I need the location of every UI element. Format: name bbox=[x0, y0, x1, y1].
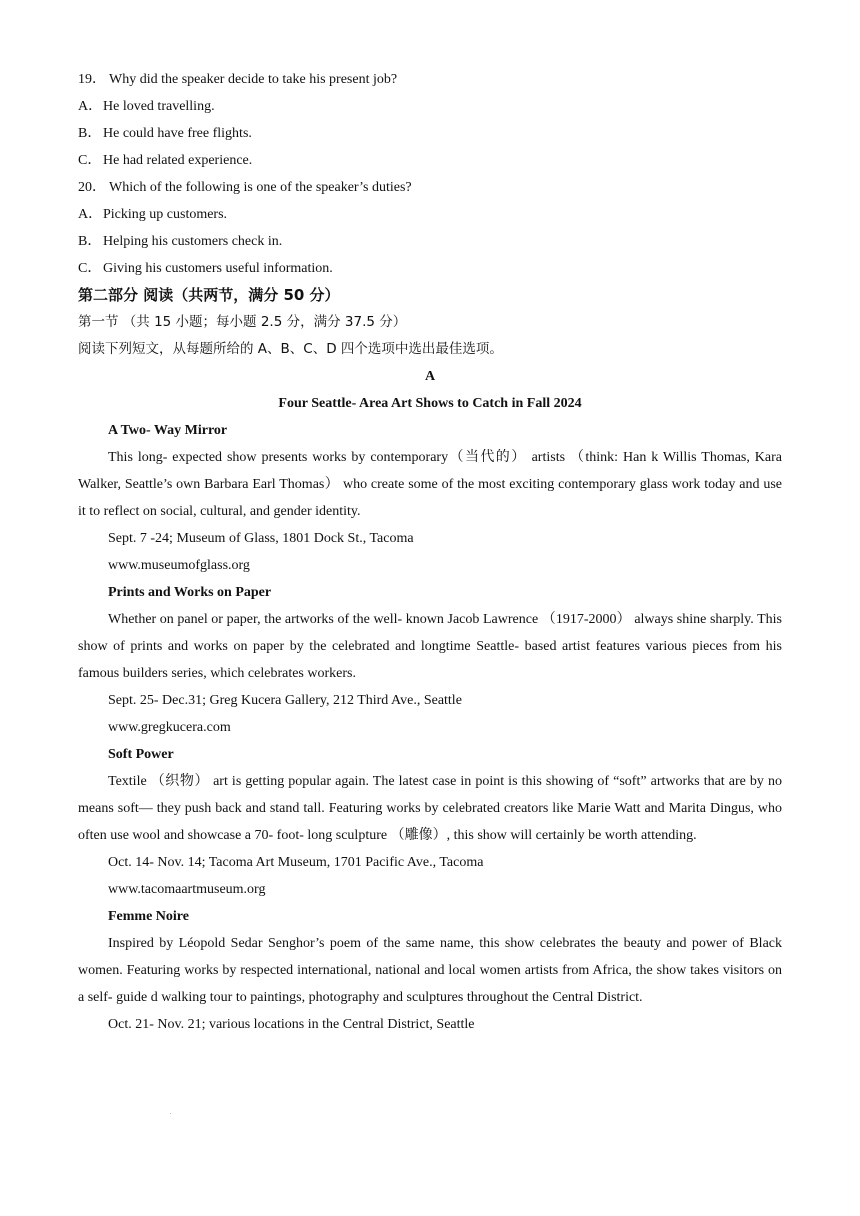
option-letter: B． bbox=[78, 234, 102, 249]
passage-title: Four Seattle- Area Art Shows to Catch in Fall 2024 bbox=[278, 396, 582, 411]
option-a bbox=[78, 93, 782, 120]
question-19 bbox=[78, 66, 782, 93]
option-a bbox=[78, 201, 782, 228]
show-description: Textile （织物） art is getting popular again. The latest case in point is this showing of “soft” artworks that are by no means soft— they push back and stand tall. Featuring works by celebrated creators like Marie Watt and Marita Dingus, who often use wool and showcase a 70- foot- long sculpture （雕像）, this show will certainly be worth attending. bbox=[78, 774, 782, 843]
question-text: Which of the following is one of the speaker’s duties? bbox=[109, 180, 412, 195]
show-website: www.gregkucera.com bbox=[108, 720, 231, 735]
option-text: He had related experience. bbox=[103, 153, 253, 168]
option-letter: C． bbox=[78, 261, 102, 276]
show-details: Sept. 25- Dec.31; Greg Kucera Gallery, 212 Third Ave., Seattle bbox=[108, 693, 462, 708]
question-20 bbox=[78, 174, 782, 201]
show-description: Whether on panel or paper, the artworks of the well- known Jacob Lawrence （1917-2000） always shine sharply. This show of prints and works on paper by the celebrated and longtime Seattle- based artist features various pieces from his famous builders series, which celebrates workers. bbox=[78, 612, 782, 681]
show-title: Femme Noire bbox=[108, 909, 189, 924]
option-b bbox=[78, 120, 782, 147]
scan-speck bbox=[170, 1113, 171, 1114]
part-two-title: 第二部分 阅读（共两节，满分 50 分） bbox=[78, 286, 340, 304]
option-c bbox=[78, 255, 782, 282]
instruction: 阅读下列短文，从每题所给的 A、B、C、D 四个选项中选出最佳选项。 bbox=[78, 341, 503, 357]
option-letter: B． bbox=[78, 126, 102, 141]
show-details: Sept. 7 -24; Museum of Glass, 1801 Dock St., Tacoma bbox=[108, 531, 414, 546]
show-details: Oct. 21- Nov. 21; various locations in the Central District, Seattle bbox=[108, 1017, 475, 1032]
show-website: www.museumofglass.org bbox=[108, 558, 250, 573]
show-description: This long- expected show presents works by contemporary（当代的） artists （think: Han k Willis Thomas, Kara Walker, Seattle’s own Barbara Earl Thomas） who create some of the most exciting contemporary glass work today and use it to reflect on social, cultural, and gender identity. bbox=[78, 450, 782, 519]
show-title: Soft Power bbox=[108, 747, 174, 762]
show-title: Prints and Works on Paper bbox=[108, 585, 272, 600]
section-one-heading: 第一节 （共 15 小题；每小题 2.5 分，满分 37.5 分） bbox=[78, 314, 407, 330]
show-details: Oct. 14- Nov. 14; Tacoma Art Museum, 1701 Pacific Ave., Tacoma bbox=[108, 855, 484, 870]
show-title: A Two- Way Mirror bbox=[108, 423, 228, 438]
option-text: Picking up customers. bbox=[103, 207, 228, 222]
show-description: Inspired by Léopold Sedar Senghor’s poem of the same name, this show celebrates the beauty and power of Black women. Featuring works by respected international, national and local women artists from Africa, the show takes visitors on a self- guide d walking tour to paintings, photography and sculptures throughout the Central District. bbox=[78, 936, 782, 1005]
passage-letter: A bbox=[424, 369, 436, 384]
show-website: www.tacomaartmuseum.org bbox=[108, 882, 266, 897]
option-c bbox=[78, 147, 782, 174]
question-number: 20． bbox=[78, 180, 106, 195]
document-page bbox=[78, 66, 782, 1038]
question-text: Why did the speaker decide to take his present job? bbox=[109, 72, 398, 87]
option-b bbox=[78, 228, 782, 255]
option-letter: A． bbox=[78, 207, 103, 222]
option-text: He loved travelling. bbox=[103, 99, 215, 114]
option-text: Helping his customers check in. bbox=[103, 234, 283, 249]
option-text: He could have free flights. bbox=[103, 126, 252, 141]
option-letter: C． bbox=[78, 153, 102, 168]
option-letter: A． bbox=[78, 99, 103, 114]
option-text: Giving his customers useful information. bbox=[103, 261, 333, 276]
question-number: 19． bbox=[78, 72, 106, 87]
